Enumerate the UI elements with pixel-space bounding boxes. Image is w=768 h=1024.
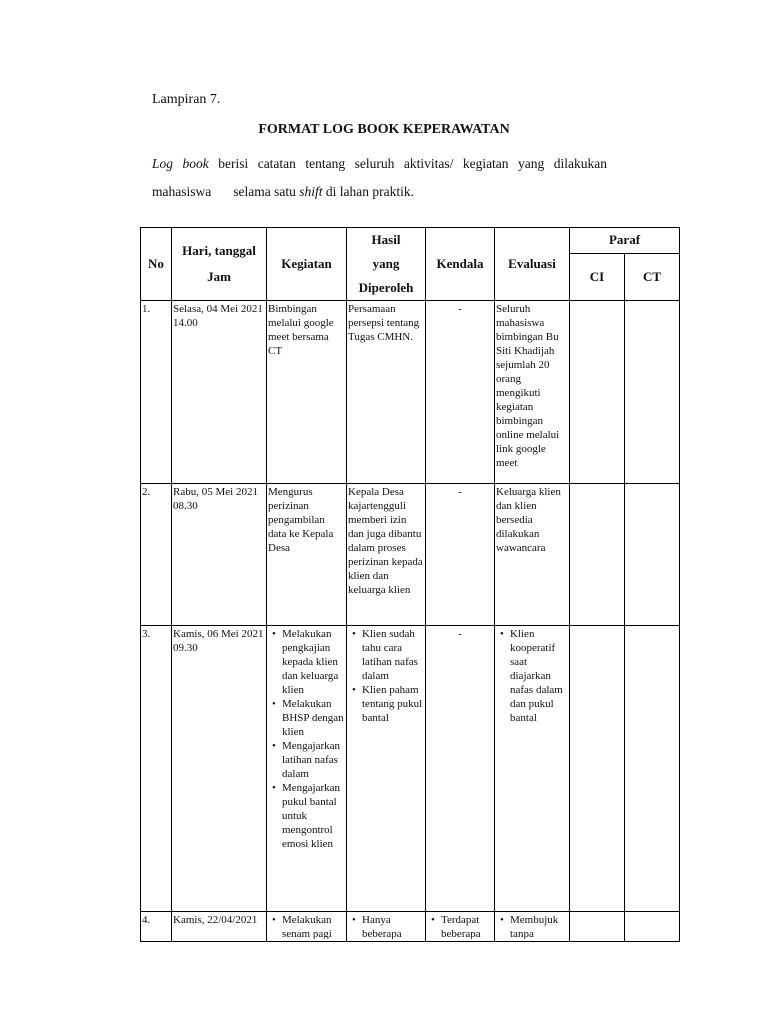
list-item: • Klien paham tentang pukul bantal [362, 683, 424, 725]
header-hasil: Hasil yang Diperoleh [347, 228, 426, 301]
log-book-term: Log book [152, 156, 209, 171]
intro-paragraph [152, 150, 607, 206]
paraf-ct-cell [625, 484, 680, 626]
list-item: • Membujuk tanpa [510, 913, 568, 939]
header-no: No [141, 228, 172, 301]
shift-term: shift [299, 184, 323, 199]
intro-line-2: mahasiswa selama satu shift di lahan praktik. [152, 184, 414, 199]
list-item: • Melakukan pengkajian kepada klien dan keluarga klien [282, 627, 345, 697]
table-row: 3. Kamis, 06 Mei 2021 09.30 • Melakukan pengkajian kepada klien dan keluarga klien • Melakukan BHSP dengan klien • Mengajarkan latihan nafas dalam • Mengajarkan pukul bantal untuk mengontrol emosi klien • Klien sudah tahu cara latihan nafas dalam • Klien paham tentang pukul bantal - • Klien kooperatif saat diajarkan nafas dalam dan pukul bantal [141, 626, 680, 912]
hasil-list [348, 627, 424, 725]
list-item: • Klien kooperatif saat diajarkan nafas dalam dan pukul bantal [510, 627, 568, 725]
paraf-ct-cell [625, 626, 680, 912]
list-item: • Mengajarkan pukul bantal untuk mengontrol emosi klien [282, 781, 345, 851]
list-item: • Melakukan senam pagi [282, 913, 345, 939]
document-title: FORMAT LOG BOOK KEPERAWATAN [258, 122, 510, 137]
kegiatan-list [268, 627, 345, 851]
paraf-ci-cell [570, 912, 625, 942]
evaluasi-list [496, 627, 568, 725]
table-row: 2. Rabu, 05 Mei 2021 08.30 Mengurus perizinan pengambilan data ke Kepala Desa Kepala Desa kajartengguli memberi izin dan juga dibantu dalam proses perizinan kepada klien dan keluarga klien - Keluarga klien dan klien bersedia dilakukan wawancara [141, 484, 680, 626]
paraf-ct-cell [625, 301, 680, 484]
paraf-ci-cell [570, 626, 625, 912]
paraf-ct-cell [625, 912, 680, 942]
header-evaluasi: Evaluasi [495, 228, 570, 301]
log-book-table [140, 227, 680, 942]
list-item: • Melakukan BHSP dengan klien [282, 697, 345, 739]
intro-line-1: Log book berisi catatan tentang seluruh aktivitas/ kegiatan yang dilakukan [152, 156, 607, 171]
header-ct: CT [625, 253, 680, 300]
header-hari-tanggal: Hari, tanggal Jam [172, 228, 267, 301]
header-paraf: Paraf [570, 228, 680, 254]
paraf-ci-cell [570, 484, 625, 626]
header-kendala: Kendala [426, 228, 495, 301]
header-ci: CI [570, 253, 625, 300]
appendix-label: Lampiran 7. [152, 92, 221, 107]
list-item: • Klien sudah tahu cara latihan nafas dalam [362, 627, 424, 683]
table-row: 4. Kamis, 22/04/2021 • Melakukan senam pagi • Hanya beberapa • Terdapat beberapa • Membujuk tanpa [141, 912, 680, 942]
list-item: • Hanya beberapa [362, 913, 424, 939]
list-item: • Terdapat beberapa [441, 913, 493, 939]
table-row: 1. Selasa, 04 Mei 2021 14.00 Bimbingan melalui google meet bersama CT Persamaan persepsi tentang Tugas CMHN. - Seluruh mahasiswa bimbingan Bu Siti Khadijah sejumlah 20 orang mengikuti kegiatan bimbingan online melalui link google meet [141, 301, 680, 484]
paraf-ci-cell [570, 301, 625, 484]
header-kegiatan: Kegiatan [267, 228, 347, 301]
list-item: • Mengajarkan latihan nafas dalam [282, 739, 345, 781]
